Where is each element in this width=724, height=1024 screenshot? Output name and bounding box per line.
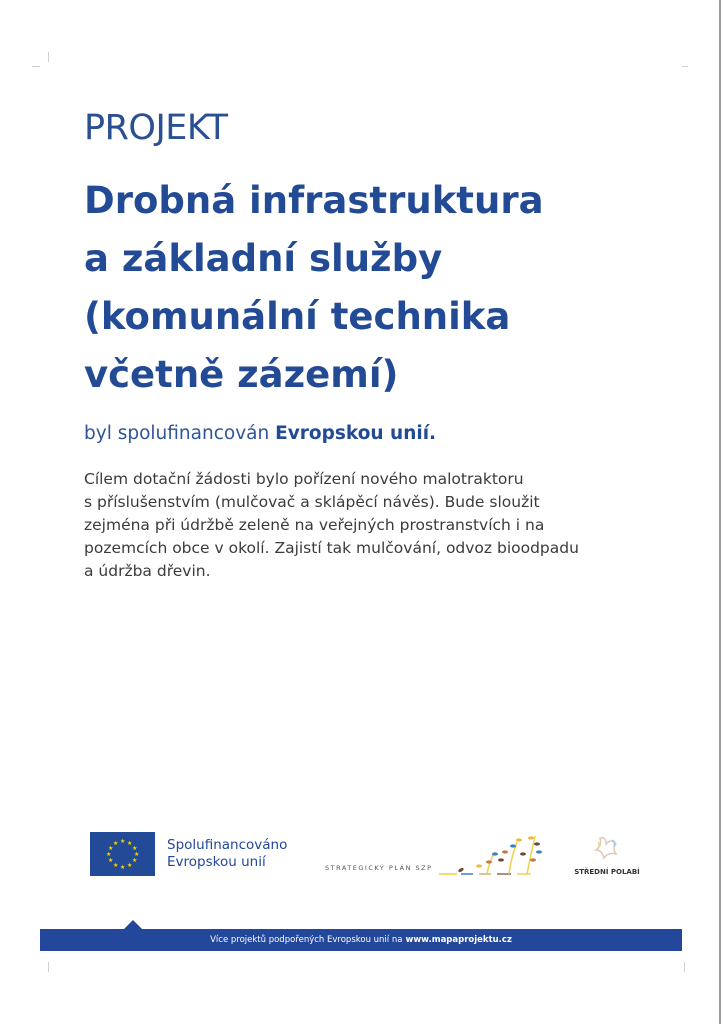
eu-logo-line1: Spolufinancováno <box>167 837 288 853</box>
project-description <box>84 468 604 583</box>
description-line: a údržba dřevin. <box>84 562 211 580</box>
eu-flag-icon: ★ ★ ★ ★ ★ ★ ★ ★ ★ ★ ★ ★ <box>90 832 155 876</box>
cofinancing-statement <box>84 423 436 444</box>
project-title <box>84 172 644 404</box>
footer-text: Více projektů podpořených Evropskou unií na <box>210 935 403 945</box>
stredni-polabi-text: STŘEDNÍ POLABÍ <box>574 868 640 876</box>
cofinancing-prefix: byl spolufinancován <box>84 423 270 444</box>
szp-plants-icon <box>439 832 549 880</box>
description-line: pozemcích obce v okolí. Zajistí tak mulčování, odvoz bioodpadu <box>84 539 579 557</box>
eu-logo-line2: Evropskou unií <box>167 854 266 870</box>
crop-mark <box>32 66 40 67</box>
page-edge-line <box>719 0 721 1024</box>
description-line: zejména při údržbě zeleně na veřejných prostranstvích i na <box>84 516 545 534</box>
crop-mark <box>48 962 49 972</box>
project-label: PROJEKT <box>84 108 228 148</box>
title-line: včetně zázemí) <box>84 353 399 396</box>
footer-link[interactable]: www.mapaprojektu.cz <box>405 935 512 945</box>
footer-notch <box>124 920 142 929</box>
footer-bar <box>40 929 682 951</box>
eu-logo-text <box>167 837 287 871</box>
szp-logo-text: STRATEGICKÝ PLÁN SZP <box>325 864 433 872</box>
title-line: a základní služby <box>84 237 443 280</box>
title-line: Drobná infrastruktura <box>84 179 544 222</box>
title-line: (komunální technika <box>84 295 511 338</box>
stredni-polabi-icon <box>592 834 622 862</box>
crop-mark <box>684 962 685 972</box>
eu-cofinanced-logo <box>90 832 287 876</box>
crop-mark <box>48 52 49 62</box>
cofinancing-emphasis: Evropskou unií. <box>275 423 437 444</box>
description-line: s příslušenstvím (mulčovač a sklápěcí návěs). Bude sloužit <box>84 493 540 511</box>
stredni-polabi-logo <box>572 834 642 876</box>
strategicky-plan-szp-logo <box>325 832 549 880</box>
crop-mark <box>682 66 688 67</box>
description-line: Cílem dotační žádosti bylo pořízení nového malotraktoru <box>84 470 524 488</box>
